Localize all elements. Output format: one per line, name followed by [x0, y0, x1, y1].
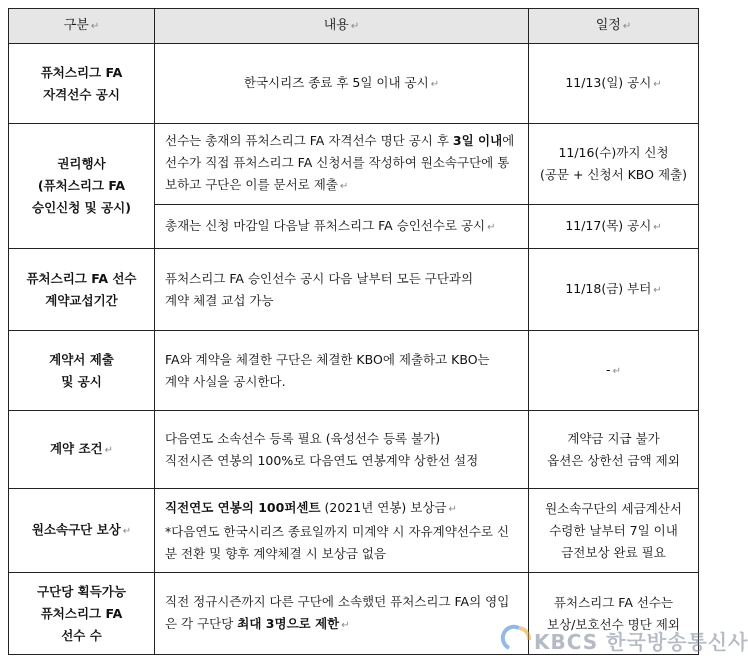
- row-schedule: 11/17(목) 공시 ↵: [529, 205, 699, 249]
- row-schedule: 11/13(일) 공시 ↵: [529, 44, 699, 124]
- row-category: 계약 조건 ↵: [9, 411, 155, 489]
- row-content: 직전연도 연봉의 100퍼센트 (2021년 연봉) 보상금 ↵ *다음연도 한국시리즈 종료일까지 미계약 시 자유계약선수로 신분 전환 및 향후 계약체결 시 보상금 없음: [155, 489, 529, 573]
- table-row: [9, 249, 699, 331]
- row-schedule: - ↵: [529, 331, 699, 411]
- row-content: 퓨처스리그 FA 승인선수 공시 다음 날부터 모든 구단과의 계약 체결 교섭 가능: [155, 249, 529, 331]
- row-content: FA와 계약을 체결한 구단은 체결한 KBO에 제출하고 KBO는 계약 사실을 공시한다.: [155, 331, 529, 411]
- row-category: 원소속구단 보상 ↵: [9, 489, 155, 573]
- header-schedule: 일정 ↵: [529, 9, 699, 44]
- row-category: 퓨처스리그 FA 선수 계약교섭기간: [9, 249, 155, 331]
- row-category: 퓨처스리그 FA 자격선수 공시: [9, 44, 155, 124]
- header-content: 내용 ↵: [155, 9, 529, 44]
- table-row: [9, 124, 699, 205]
- table-row: [9, 331, 699, 411]
- header-row: [9, 9, 699, 44]
- row-category: 계약서 제출 및 공시: [9, 331, 155, 411]
- row-content: 한국시리즈 종료 후 5일 이내 공시 ↵: [155, 44, 529, 124]
- table-row: [9, 411, 699, 489]
- fa-schedule-table: [8, 8, 699, 655]
- row-category: 권리행사 (퓨처스리그 FA 승인신청 및 공시): [9, 124, 155, 249]
- row-schedule: 11/18(금) 부터 ↵: [529, 249, 699, 331]
- row-content: 선수는 총재의 퓨처스리그 FA 자격선수 명단 공시 후 3일 이내에 선수가 직접 퓨처스리그 FA 신청서를 작성하여 원소속구단에 통보하고 구단은 이를 문서로 제출 ↵: [155, 124, 529, 205]
- row-content: 직전 정규시즌까지 다른 구단에 소속했던 퓨처스리그 FA의 영입은 각 구단당 최대 3명으로 제한 ↵: [155, 573, 529, 655]
- table-row: [9, 489, 699, 573]
- row-schedule: 원소속구단의 세금계산서 수령한 날부터 7일 이내 금전보상 완료 필요: [529, 489, 699, 573]
- table-row: [9, 44, 699, 124]
- row-schedule: 11/16(수)까지 신청 (공문 + 신청서 KBO 제출): [529, 124, 699, 205]
- row-content: 총재는 신청 마감일 다음날 퓨처스리그 FA 승인선수로 공시 ↵: [155, 205, 529, 249]
- row-schedule: 계약금 지급 불가 옵션은 상한선 금액 제외: [529, 411, 699, 489]
- header-category: 구분 ↵: [9, 9, 155, 44]
- row-schedule: 퓨처스리그 FA 선수는 보상/보호선수 명단 제외: [529, 573, 699, 655]
- row-category: 구단당 획득가능 퓨처스리그 FA 선수 수: [9, 573, 155, 655]
- row-content: 다음연도 소속선수 등록 필요 (육성선수 등록 불가) 직전시즌 연봉의 100%로 다음연도 연봉계약 상한선 설정: [155, 411, 529, 489]
- broadcast-logo-icon: [506, 626, 532, 652]
- watermark: KBCS 한국방송통신사: [506, 624, 696, 654]
